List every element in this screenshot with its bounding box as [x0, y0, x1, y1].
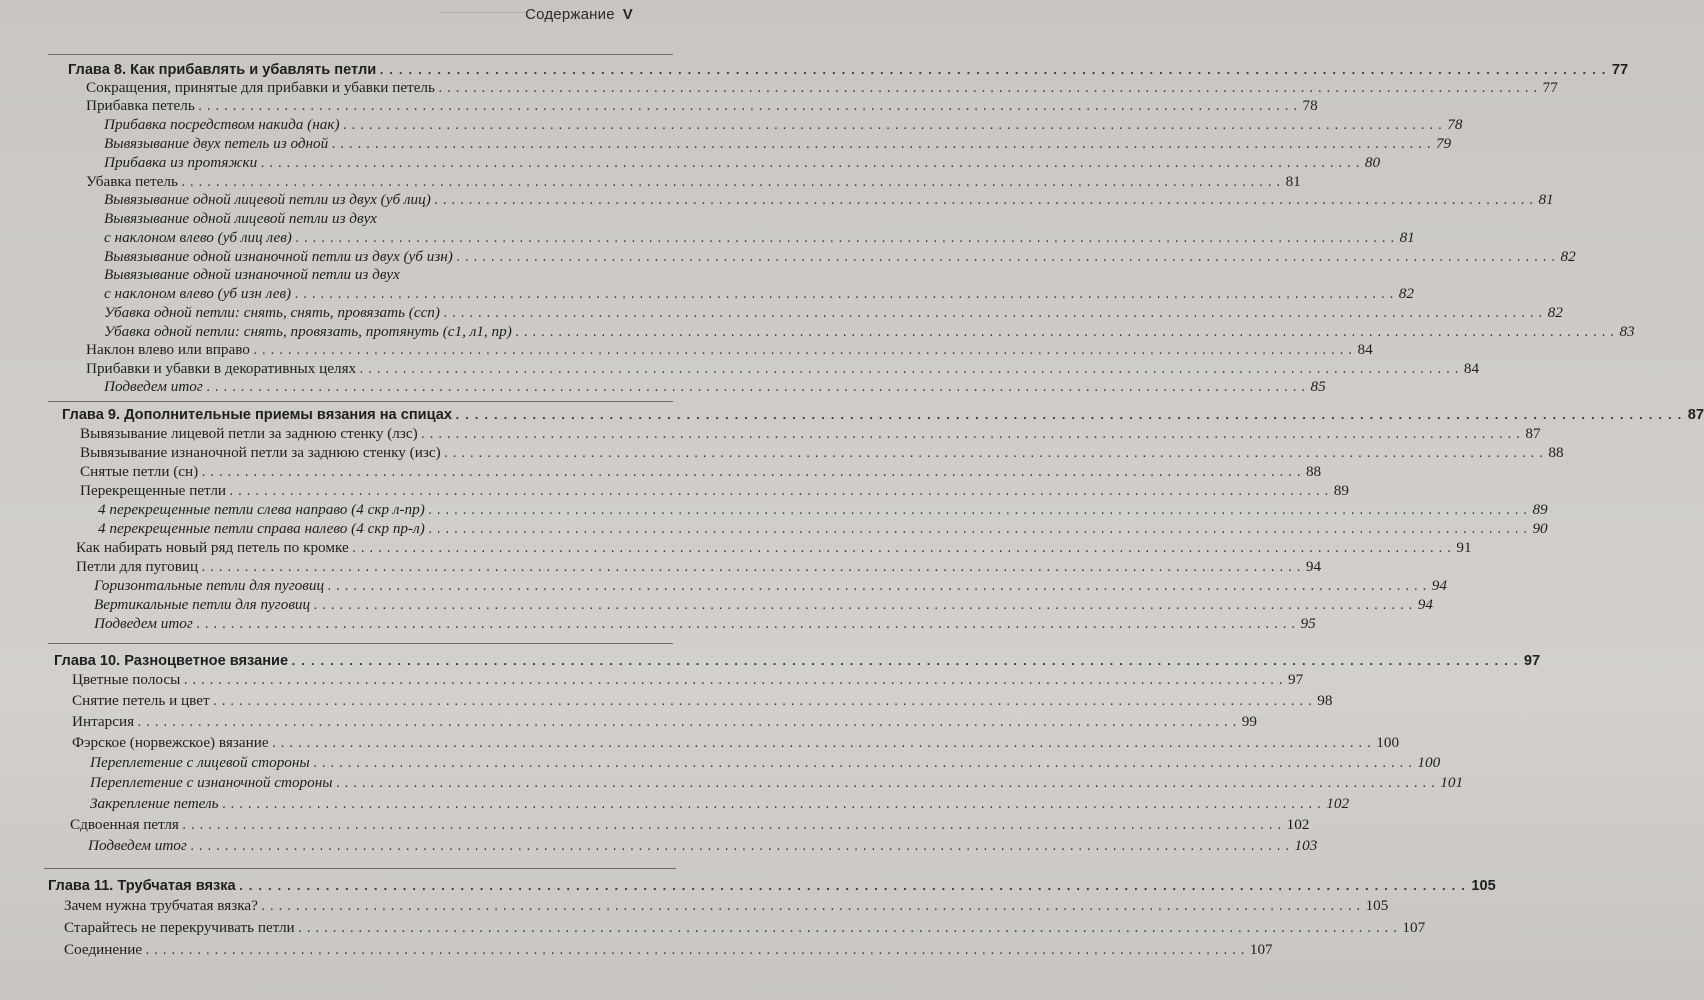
- toc-chapter-11: Глава 11. Трубчатая вязка ................................................................................................................................ 105: [48, 878, 1496, 894]
- toc-subentry: Вывязывание двух петель из одной ................................................................................................................................ 79: [104, 135, 1452, 152]
- toc-chapter-10: Глава 10. Разноцветное вязание ................................................................................................................................ 97: [54, 653, 1541, 669]
- toc-entry: Вывязывание лицевой петли за заднюю стенку (лзс) ................................................................................................................................ 87: [80, 425, 1541, 442]
- toc-subentry: Убавка одной петли: снять, снять, провязать (ссп) ................................................................................................................................ 82: [104, 304, 1563, 321]
- toc-subentry: Закрепление петель ................................................................................................................................ 102: [90, 795, 1350, 812]
- header-title: Содержание: [525, 6, 615, 23]
- toc-subentry: Горизонтальные петли для пуговиц ................................................................................................................................ 94: [94, 577, 1447, 594]
- chapter-separator: [48, 401, 673, 402]
- toc-subentry: 4 перекрещенные петли справа налево (4 скр пр-л) ................................................................................................................................ 90: [98, 520, 1548, 537]
- toc-subentry: Подведем итог ................................................................................................................................ 85: [104, 378, 1326, 395]
- toc-entry: Прибавка петель ................................................................................................................................ 78: [86, 97, 1318, 114]
- toc-subentry: с наклоном влево (уб лиц лев) ................................................................................................................................ 81: [104, 229, 1415, 246]
- toc-entry: Зачем нужна трубчатая вязка? ................................................................................................................................ 105: [64, 897, 1389, 914]
- toc-subentry-line: Вывязывание одной изнаночной петли из двух: [104, 266, 400, 283]
- toc-entry: Наклон влево или вправо ................................................................................................................................ 84: [86, 341, 1373, 358]
- toc-chapter-9: Глава 9. Дополнительные приемы вязания на спицах ................................................................................................................................ 87: [62, 407, 1704, 423]
- toc-subentry: Прибавка посредством накида (нак) ................................................................................................................................ 78: [104, 116, 1463, 133]
- toc-subentry: 4 перекрещенные петли слева направо (4 скр л-пр) ................................................................................................................................ 89: [98, 501, 1548, 518]
- toc-entry: Интарсия ................................................................................................................................ 99: [72, 713, 1257, 730]
- toc-entry: Как набирать новый ряд петель по кромке ................................................................................................................................ 91: [76, 539, 1472, 556]
- toc-entry: Снятие петель и цвет ................................................................................................................................ 98: [72, 692, 1333, 709]
- toc-entry: Старайтесь не перекручивать петли ................................................................................................................................ 107: [64, 919, 1426, 936]
- toc-subentry: Переплетение с изнаночной стороны ................................................................................................................................ 101: [90, 774, 1464, 791]
- chapter-separator: [44, 868, 676, 869]
- header-mark: V: [622, 6, 633, 23]
- toc-subentry: Подведем итог ................................................................................................................................ 103: [88, 837, 1318, 854]
- toc-chapter-8: Глава 8. Как прибавлять и убавлять петли ................................................................................................................................ 77: [68, 62, 1629, 78]
- chapter-separator: [48, 643, 673, 644]
- toc-entry: Вывязывание изнаночной петли за заднюю стенку (изс) ................................................................................................................................ 88: [80, 444, 1564, 461]
- toc-entry: Прибавки и убавки в декоративных целях ................................................................................................................................ 84: [86, 360, 1480, 377]
- toc-subentry: с наклоном влево (уб изн лев) ................................................................................................................................ 82: [104, 285, 1414, 302]
- toc-entry: Фэрское (норвежское) вязание ................................................................................................................................ 100: [72, 734, 1400, 751]
- toc-subentry: Подведем итог ................................................................................................................................ 95: [94, 615, 1316, 632]
- toc-entry: Цветные полосы ................................................................................................................................ 97: [72, 671, 1304, 688]
- running-header: [525, 6, 633, 23]
- header-rule: [440, 12, 530, 13]
- chapter-separator: [48, 54, 673, 55]
- toc-subentry: Прибавка из протяжки ................................................................................................................................ 80: [104, 154, 1381, 171]
- toc-subentry: Вертикальные петли для пуговиц ................................................................................................................................ 94: [94, 596, 1433, 613]
- toc-entry: Сокращения, принятые для прибавки и убавки петель ................................................................................................................................ 77: [86, 79, 1558, 96]
- toc-subentry: Вывязывание одной лицевой петли из двух (уб лиц) ................................................................................................................................ 81: [104, 191, 1554, 208]
- toc-entry: Убавка петель ................................................................................................................................ 81: [86, 173, 1301, 190]
- toc-subentry: Переплетение с лицевой стороны ................................................................................................................................ 100: [90, 754, 1441, 771]
- toc-entry: Петли для пуговиц ................................................................................................................................ 94: [76, 558, 1322, 575]
- toc-subentry: Убавка одной петли: снять, провязать, протянуть (с1, л1, пр) ................................................................................................................................ 83: [104, 323, 1635, 340]
- toc-subentry: Вывязывание одной изнаночной петли из двух (уб изн) ................................................................................................................................ 82: [104, 248, 1576, 265]
- toc-subentry-line: Вывязывание одной лицевой петли из двух: [104, 210, 377, 227]
- toc-entry: Соединение ................................................................................................................................ 107: [64, 941, 1273, 958]
- toc-entry: Сдвоенная петля ................................................................................................................................ 102: [70, 816, 1310, 833]
- toc-entry: Перекрещенные петли ................................................................................................................................ 89: [80, 482, 1349, 499]
- toc-entry: Снятые петли (сн) ................................................................................................................................ 88: [80, 463, 1322, 480]
